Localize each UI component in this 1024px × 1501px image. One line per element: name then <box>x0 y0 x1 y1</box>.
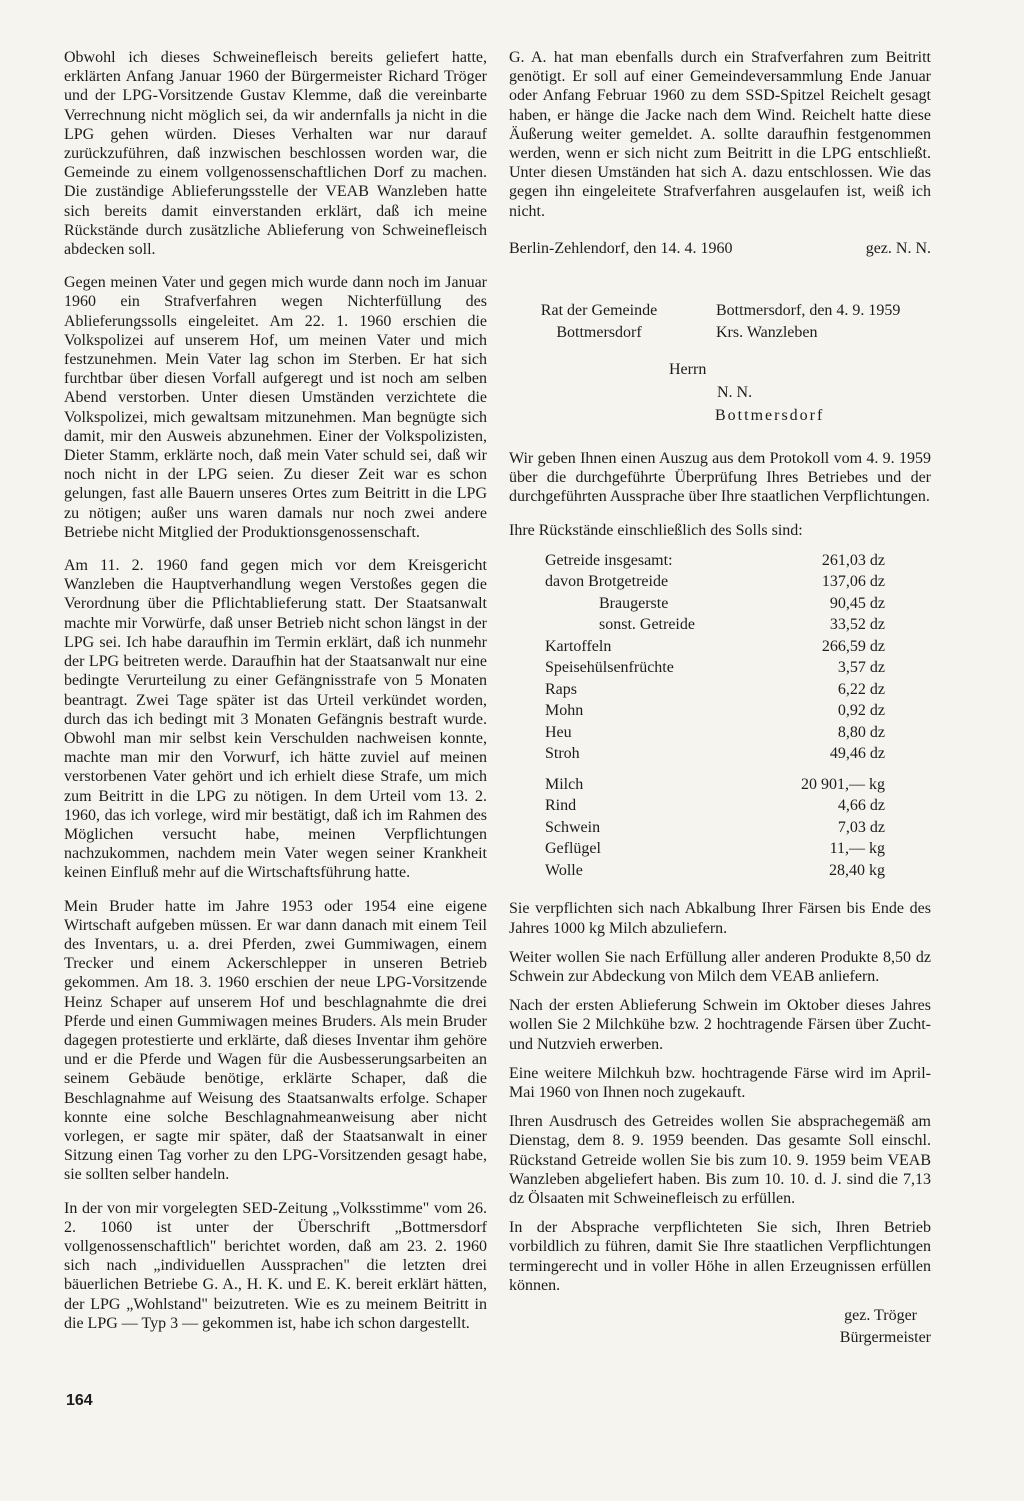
section-spacer <box>509 276 931 294</box>
closing-title: Bürgermeister <box>839 1329 931 1346</box>
table-item: davon Brotgetreide <box>545 573 669 591</box>
table-value: 49,46 dz <box>829 745 885 763</box>
table-item: Raps <box>545 680 577 698</box>
table-value: 20 901,— kg <box>801 775 885 793</box>
letter-paragraph: Wir geben Ihnen einen Auszug aus dem Protokoll vom 4. 9. 1959 über die durchgeführte Überprüfung Ihres Betriebes und der durchgeführten Aussprache über Ihre staatlichen Verpflichtungen. <box>509 450 931 506</box>
letter-paragraph: Sie verpflichten sich nach Abkalbung Ihrer Färsen bis Ende des Jahres 1000 kg Milch abzuliefern. <box>509 900 931 937</box>
body-paragraph: Gegen meinen Vater und gegen mich wurde dann noch im Januar 1960 ein Strafverfahren wegen Nichterfüllung des Ablieferungssolls eingeleitet. Am 22. 1. 1960 erschien die Volkspolizei auf unserem Hof, um meinen Vater und mich festzunehmen. Mein Vater lag schon im Sterben. Er hat sich furchtbar über diesen Vorfall aufgeregt und ist noch am selben Abend verstorben. Unter diesen Umständen verzichtete die Volkspolizei, mich gewaltsam mitzunehmen. Man begnügte sich damit, mir den Ausweis abzunehmen. Einer der Volkspolizisten, Dieter Stamm, erklärte noch, daß mein Vater schuld sei, daß wir noch nicht in der LPG seien. Zu dieser Zeit war es schon gelungen, fast alle Bauern unseres Ortes zum Beitritt in die LPG zu nötigen; außer uns waren damals nur noch zwei andere Betriebe nicht Mitglied der Produktionsgenossenschaft. <box>64 274 487 541</box>
table-value: 28,40 kg <box>829 861 885 879</box>
left-column <box>64 48 487 1347</box>
table-item: Getreide insgesamt: <box>545 551 673 569</box>
table-row <box>545 679 885 701</box>
closing-signature: gez. Tröger <box>844 1307 917 1324</box>
table-row <box>545 657 885 679</box>
table-row <box>545 817 885 839</box>
letter-paragraph: Weiter wollen Sie nach Erfüllung aller anderen Produkte 8,50 dz Schwein zur Abdeckung von Milch dem VEAB anliefern. <box>509 948 931 985</box>
letter-closing <box>509 1305 931 1349</box>
table-row <box>545 765 885 796</box>
table-row <box>545 700 885 722</box>
table-row <box>545 636 885 658</box>
section-spacer <box>509 258 931 276</box>
sender-line: Bottmersdorf <box>556 324 642 342</box>
table-value: 8,80 dz <box>837 723 885 741</box>
signature: gez. N. N. <box>865 239 931 257</box>
body-paragraph: Obwohl ich dieses Schweinefleisch bereits geliefert hatte, erklärten Anfang Januar 1960 der Bürgermeister Richard Tröger und der LPG-Vorsitzende Gustav Klemme, daß die vereinbarte Verrechnung nicht möglich sei, da wir andernfalls ja nicht in die LPG gehen würden. Dieses Verhalten war nur darauf zurückzuführen, daß inzwischen beschlossen worden war, die Gemeinde zu einem vollgenossenschaftlichen Dorf zu machen. Die zuständige Ablieferungsstelle der VEAB Wanzleben hatte sich bereits damit einverstanden erklärt, daß ich meine Rückstände durch zusätzliche Ablieferung von Schweinefleisch abdecken soll. <box>64 49 487 259</box>
body-paragraph: G. A. hat man ebenfalls durch ein Strafverfahren zum Beitritt genötigt. Er soll auf einer Gemeindeversammlung Ende Januar oder Anfang Februar 1960 zu dem SSD-Spitzel Reichelt gesagt haben, er hänge die Jacke nach dem Wind. Reichelt hatte diese Äußerung weiter gemeldet. A. sollte daraufhin festgenommen werden, wenn er sich nicht zum Beitritt in die LPG entschließt. Unter diesen Umständen hat sich A. dazu entschlossen. Wie das gegen ihn eingeleitete Strafverfahren ausgelaufen ist, weiß ich nicht. <box>509 49 931 220</box>
letter-sender <box>509 300 689 344</box>
page-number: 164 <box>66 1392 93 1409</box>
table-value: 137,06 dz <box>821 573 885 591</box>
table-row <box>545 722 885 744</box>
body-paragraph: Mein Bruder hatte im Jahre 1953 oder 1954 eine eigene Wirtschaft aufgeben müssen. Er war dann danach mit einem Teil des Inventars, u. a. drei Pferden, zwei Gummiwagen, einem Trecker und einem Ackerschlepper in unseren Betrieb gekommen. Am 18. 3. 1960 erschien der neue LPG-Vorsitzende Heinz Schaper auf unserem Hof und beschlagnahmte die drei Pferde und einen Gummiwagen meines Bruders. Als mein Bruder dagegen protestierte und erklärte, daß dieses Inventar ihm gehöre und er die Pferde und Wagen für die Ausbesserungsarbeiten an seinem Gebäude benötige, erklärte Schaper, daß die Beschlagnahme auf Weisung des Staatsanwalts erfolge. Schaper konnte eine solche Beschlagnahmeanweisung aber nicht vorlegen, er sagte mir später, daß der Staatsanwalt in einer Sitzung einen Tag vorher zu den LPG-Vorsitzenden gesagt habe, sie sollten selber handeln. <box>64 897 487 1184</box>
table-value: 266,59 dz <box>821 637 885 655</box>
table-value: 6,22 dz <box>837 680 885 698</box>
table-item: Schwein <box>545 818 601 836</box>
body-paragraph: In der von mir vorgelegten SED-Zeitung „Volksstimme" vom 26. 2. 1060 ist unter der Überschrift „Bottmersdorf vollgenossenschaftlich" berichtet worden, daß am 23. 2. 1960 sich nach „individuellen Aussprachen" die letzten drei bäuerlichen Betriebe G. A., H. K. und E. K. bereit erklärt hätten, der LPG „Wohlstand" beizutreten. Wie es zu meinem Beitritt in die LPG — Typ 3 — gekommen ist, habe ich schon dargestellt. <box>64 1199 487 1332</box>
table-row <box>545 593 885 615</box>
table-item: Rind <box>545 797 577 815</box>
table-value: 261,03 dz <box>821 551 885 569</box>
table-item: Kartoffeln <box>545 637 612 655</box>
table-intro: Ihre Rückstände einschließlich des Solls sind: <box>509 521 803 539</box>
letter-header <box>509 300 931 344</box>
right-column <box>509 48 931 1349</box>
letter-paragraph: Eine weitere Milchkuh bzw. hochtragende Färse wird im April-Mai 1960 von Ihnen noch zugekauft. <box>509 1064 931 1101</box>
table-value: 90,45 dz <box>829 594 885 612</box>
addressee-salutation: Herrn <box>669 361 707 379</box>
table-item: Wolle <box>545 861 583 879</box>
district-line: Krs. Wanzleben <box>716 324 818 342</box>
table-value: 33,52 dz <box>829 616 885 634</box>
date-line: Bottmersdorf, den 4. 9. 1959 <box>716 302 901 320</box>
table-row <box>545 838 885 860</box>
table-value: 4,66 dz <box>837 797 885 815</box>
sender-line: Rat der Gemeinde <box>540 302 658 320</box>
table-item: Milch <box>545 775 584 793</box>
addressee-place: Bottmersdorf <box>715 407 825 425</box>
arrears-table <box>545 550 885 882</box>
table-value: 11,— kg <box>829 840 885 858</box>
letter-paragraph: Nach der ersten Ablieferung Schwein im Oktober dieses Jahres wollen Sie 2 Milchkühe bzw. 2 hochtragende Färsen über Zucht- und Nutzvieh erwerben. <box>509 997 931 1053</box>
table-value: 0,92 dz <box>837 702 885 720</box>
table-item: Heu <box>545 723 572 741</box>
table-item: Stroh <box>545 745 580 763</box>
body-paragraph: Am 11. 2. 1960 fand gegen mich vor dem Kreisgericht Wanzleben die Hauptverhandlung wegen Verstoßes gegen die Verordnung über die Pflichtablieferung statt. Der Staatsanwalt machte mir Vorwürfe, daß unser Betrieb nicht schon längst in der LPG sei. Ich habe daraufhin im Termin erklärt, daß ich nunmehr der LPG beitreten werde. Daraufhin hat der Staatsanwalt nur eine bedingte Verurteilung zu einer Gefängnisstrafe von 5 Monaten beantragt. Zwei Tage später ist das Urteil verkündet worden, durch das ich bedingt mit 3 Monaten Gefängnis bestraft wurde. Obwohl man mir selbst kein Verschulden nachweisen konnte, machte man mir den Vorwurf, ich hätte zuviel auf meinen verstorbenen Vater gehört und ich erhielt diese Strafe, um mich zum Beitritt in die LPG zu nötigen. In dem Urteil vom 13. 2. 1960, das ich vorlege, wird mir bestätigt, daß ich im Rahmen des Möglichen versucht habe, meinen Verpflichtungen nachzukommen, nachdem mein Vater wegen seiner Krankheit keinen Einfluß mehr auf die Wirtschaftsführung hatte. <box>64 557 487 882</box>
letter-date <box>716 300 931 344</box>
addressee-name: N. N. <box>717 384 753 402</box>
table-value: 3,57 dz <box>837 659 885 677</box>
table-row <box>545 614 885 636</box>
table-value: 7,03 dz <box>837 818 885 836</box>
table-item: Braugerste <box>599 594 669 612</box>
letter-addressee <box>669 358 931 427</box>
letter-paragraph: In der Absprache verpflichteten Sie sich, Ihren Betrieb vorbildlich zu führen, damit Sie Ihre staatlichen Verpflichtungen termingerecht und in voller Höhe in allen Erzeugnissen erfüllen können. <box>509 1219 931 1294</box>
table-row <box>545 795 885 817</box>
table-row <box>545 550 885 572</box>
place-date: Berlin-Zehlendorf, den 14. 4. 1960 <box>509 239 733 257</box>
table-item: Mohn <box>545 702 584 720</box>
statement-signature-line <box>509 239 931 258</box>
table-item: Speisehülsenfrüchte <box>545 659 674 677</box>
table-item: sonst. Getreide <box>599 616 695 634</box>
letter-paragraph: Ihren Ausdrusch des Getreides wollen Sie absprachegemäß am Dienstag, dem 8. 9. 1959 beenden. Das gesamte Soll einschl. Rückstand Getreide wollen Sie bis zum 10. 9. 1959 beim VEAB Wanzleben abgeliefert haben. Bis zum 10. 10. d. J. sind die 7,13 dz Ölsaaten mit Schweinefleisch zu erfüllen. <box>509 1113 931 1207</box>
table-item: Geflügel <box>545 840 601 858</box>
table-row <box>545 571 885 593</box>
table-row <box>545 743 885 765</box>
table-row <box>545 860 885 882</box>
